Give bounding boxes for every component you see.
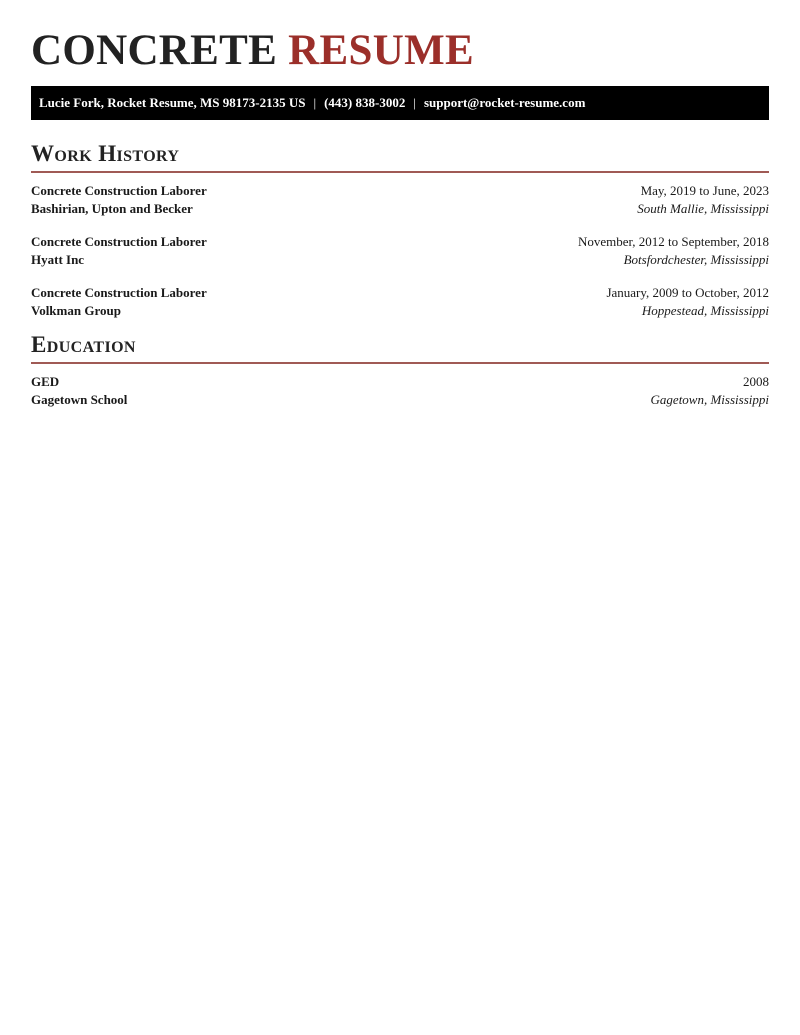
job-title: Concrete Construction Laborer [31, 285, 207, 300]
entry-right [606, 284, 769, 319]
entry-left [31, 233, 207, 268]
entry-left [31, 284, 207, 319]
name-last: RESUME [288, 27, 474, 74]
employer-name: Volkman Group [31, 302, 121, 318]
education-entries [31, 373, 769, 408]
job-dates: November, 2012 to September, 2018 [577, 234, 769, 249]
degree-title: GED [31, 374, 60, 389]
contact-separator: | [413, 95, 416, 110]
job-dates: May, 2019 to June, 2023 [640, 183, 769, 198]
entry-left [31, 373, 127, 408]
contact-bar [31, 86, 769, 120]
school-name: Gagetown School [31, 391, 128, 407]
entry-right [637, 182, 769, 217]
work-history-section [31, 141, 769, 319]
school-location: Gagetown, Mississippi [650, 391, 769, 407]
job-title: Concrete Construction Laborer [31, 234, 207, 249]
entry-right [578, 233, 769, 268]
name-first: CONCRETE [31, 27, 278, 74]
section-divider [31, 362, 769, 364]
section-divider [31, 171, 769, 173]
job-dates: January, 2009 to October, 2012 [606, 285, 769, 300]
education-year: 2008 [743, 374, 769, 389]
job-location: South Mallie, Mississippi [637, 200, 769, 216]
job-location: Hoppestead, Mississippi [641, 302, 769, 318]
job-location: Botsfordchester, Mississippi [623, 251, 769, 267]
employer-name: Bashirian, Upton and Becker [31, 200, 193, 216]
work-history-entries [31, 182, 769, 319]
work-entry [31, 182, 769, 217]
section-title-work-history: Work History [31, 141, 180, 166]
education-section [31, 332, 769, 408]
entry-right [651, 373, 769, 408]
job-title: Concrete Construction Laborer [31, 183, 207, 198]
contact-address: Lucie Fork, Rocket Resume, MS 98173-2135 US [39, 95, 306, 110]
entry-left [31, 182, 207, 217]
section-title-education: Education [31, 332, 136, 357]
education-entry [31, 373, 769, 408]
work-entry [31, 284, 769, 319]
work-entry [31, 233, 769, 268]
resume-name-heading [31, 0, 769, 86]
employer-name: Hyatt Inc [31, 251, 85, 267]
contact-email: support@rocket-resume.com [423, 95, 586, 110]
contact-phone: (443) 838-3002 [324, 95, 406, 110]
contact-separator: | [313, 95, 317, 110]
